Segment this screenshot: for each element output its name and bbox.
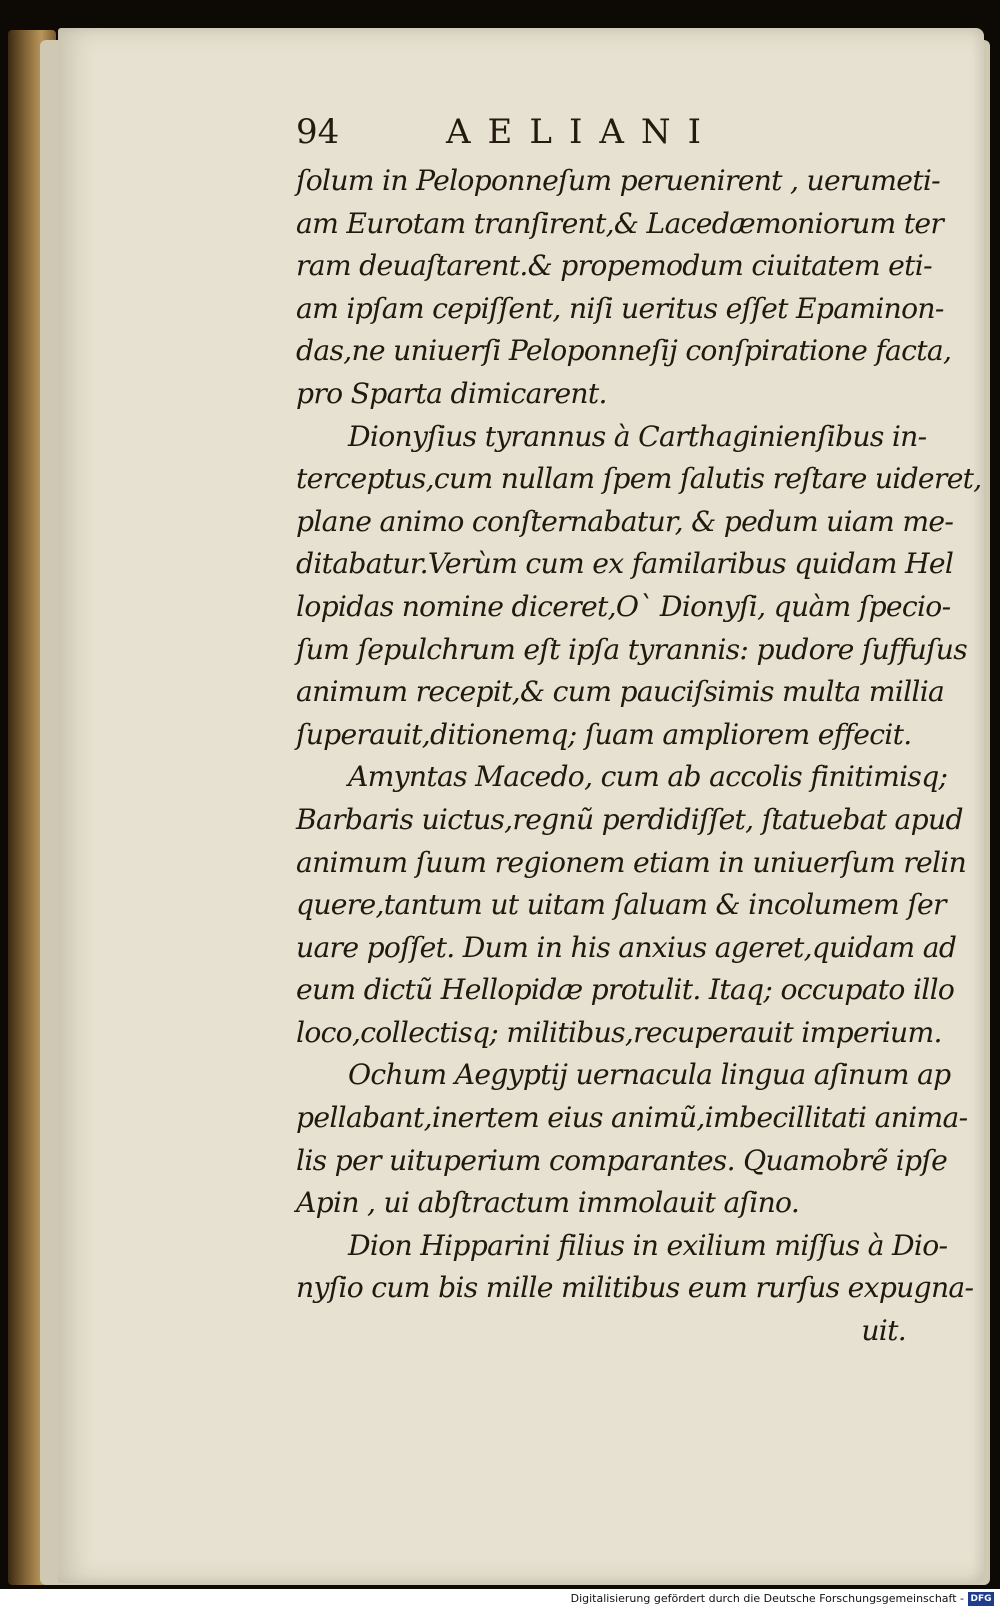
text-line: Barbaris uictus,regnũ perdidiſſet, ſtatuebat apud xyxy=(296,802,963,836)
text-line: terceptus,cum nullam ſpem ſalutis reſtare uideret, xyxy=(296,462,982,496)
text-line: animum ſuum regionem etiam in uniuerſum relin xyxy=(296,845,967,879)
text-line: ram deuaſtarent.& propemodum ciuitatem eti- xyxy=(296,249,932,283)
running-head: AELIANI xyxy=(446,112,719,152)
page-header xyxy=(296,112,756,162)
text-line: lis per uituperium comparantes. Quamobrẽ ipſe xyxy=(296,1143,948,1177)
paragraph xyxy=(296,416,982,757)
text-line: lopidas nomine diceret,O` Dionyſi, quàm ſpecio- xyxy=(296,589,951,623)
text-line: ditabatur.Verùm cum ex familaribus quidam Hel xyxy=(296,547,954,581)
text-line: eum dictũ Hellopidæ protulit. Itaq; occupato illo xyxy=(296,973,955,1007)
text-line: Dionyſius tyrannus à Carthaginienſibus in- xyxy=(348,419,927,453)
text-line: Amyntas Macedo, cum ab accolis finitimisq; xyxy=(348,760,948,794)
paragraph xyxy=(296,1054,968,1224)
text-line: pellabant,inertem eius animũ,imbecillitati anima- xyxy=(296,1101,968,1135)
text-line: am ipſam cepiſſent, niſi ueritus eſſet Epaminon- xyxy=(296,291,944,325)
digitization-footer xyxy=(0,1589,1000,1611)
paragraph xyxy=(296,1225,974,1353)
text-line: ſolum in Peloponneſum peruenirent , uerumeti- xyxy=(296,164,940,197)
text-line: quere,tantum ut uitam ſaluam & incolumem ſer xyxy=(296,888,946,922)
text-line: ſum ſepulchrum eſt ipſa tyrannis: pudore ſuffuſus xyxy=(296,632,967,666)
text-line: das,ne uniuerſi Peloponneſij conſpiratione facta, xyxy=(296,334,952,368)
text-line: Apin , ui abſtractum immolauit aſino. xyxy=(296,1186,800,1220)
paragraph xyxy=(296,160,952,416)
text-line: plane animo conſternabatur, & pedum uiam me- xyxy=(296,504,954,538)
text-line-final: uit. xyxy=(861,1314,906,1348)
text-line: nyſio cum bis mille militibus eum rurſus expugna- xyxy=(296,1271,974,1305)
text-line: Dion Hipparini filius in exilium miſſus à Dio- xyxy=(348,1228,948,1262)
text-line: uare poſſet. Dum in his anxius ageret,quidam ad xyxy=(296,930,957,964)
body-text xyxy=(296,160,982,1353)
text-line: am Eurotam tranſirent,& Lacedæmoniorum ter xyxy=(296,206,944,240)
page-number: 94 xyxy=(296,112,340,152)
text-line: loco,collectisq; militibus,recuperauit imperium. xyxy=(296,1015,942,1049)
text-line: pro Sparta dimicarent. xyxy=(296,376,607,410)
paragraph xyxy=(296,756,967,1054)
footer-credit: Digitalisierung gefördert durch die Deutsche Forschungsgemeinschaft - xyxy=(570,1592,964,1605)
text-line: ſuperauit,ditionemq; ſuam ampliorem effecit. xyxy=(296,717,912,751)
dfg-logo: DFG xyxy=(968,1592,994,1606)
text-line: Ochum Aegyptij uernacula lingua aſinum ap xyxy=(348,1058,951,1092)
text-line: animum recepit,& cum pauciſsimis multa millia xyxy=(296,675,945,709)
